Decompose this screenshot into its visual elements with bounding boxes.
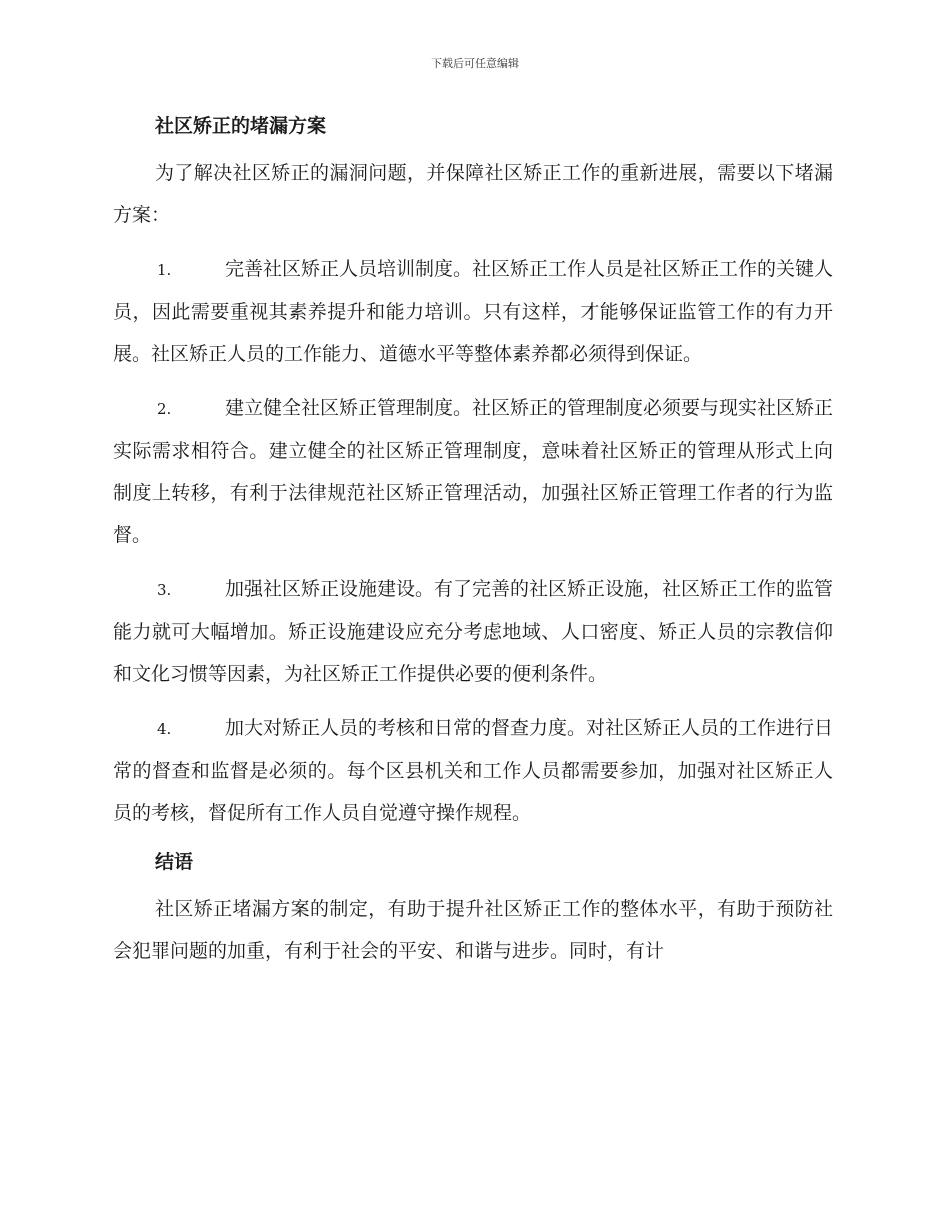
list-item (113, 248, 833, 375)
list-item-text: 加大对矫正人员的考核和日常的督查力度。对社区矫正人员的工作进行日常的督查和监督是必须的。每个区县机关和工作人员都需要参加，加强对社区矫正人员的考核，督促所有工作人员自觉遵守操作规程。 (113, 717, 834, 824)
list-item (113, 568, 833, 695)
list-item-number: 2. (157, 400, 172, 418)
conclusion-paragraph: 社区矫正堵漏方案的制定，有助于提升社区矫正工作的整体水平，有助于预防社会犯罪问题的加重，有利于社会的平安、和谐与进步。同时，有计 (113, 898, 833, 962)
section-heading-plan: 社区矫正的堵漏方案 (155, 115, 327, 137)
list-item-number: 1. (157, 261, 172, 279)
list-item-number: 3. (157, 581, 172, 599)
intro-paragraph: 为了解决社区矫正的漏洞问题，并保障社区矫正工作的重新进展，需要以下堵漏方案： (113, 162, 833, 226)
list-item-text: 建立健全社区矫正管理制度。社区矫正的管理制度必须要与现实社区矫正实际需求相符合。建立健全的社区矫正管理制度，意味着社区矫正的管理从形式上向制度上转移，有利于法律规范社区矫正管理活动，加强社区矫正管理工作者的行为监督。 (113, 397, 834, 546)
list-item-number: 4. (157, 720, 172, 738)
list-item-text: 加强社区矫正设施建设。有了完善的社区矫正设施，社区矫正工作的监管能力就可大幅增加。矫正设施建设应充分考虑地域、人口密度、矫正人员的宗教信仰和文化习惯等因素，为社区矫正工作提供必要的便利条件。 (113, 578, 834, 685)
header-note: 下载后可任意编辑 (431, 57, 519, 70)
list-item (113, 707, 833, 834)
document-body (113, 110, 833, 984)
section-heading-conclusion: 结语 (155, 851, 194, 873)
list-item-text: 完善社区矫正人员培训制度。社区矫正工作人员是社区矫正工作的关键人员，因此需要重视其素养提升和能力培训。只有这样，才能够保证监管工作的有力开展。社区矫正人员的工作能力、道德水平等整体素养都必须得到保证。 (113, 258, 834, 365)
list-item (113, 387, 833, 556)
